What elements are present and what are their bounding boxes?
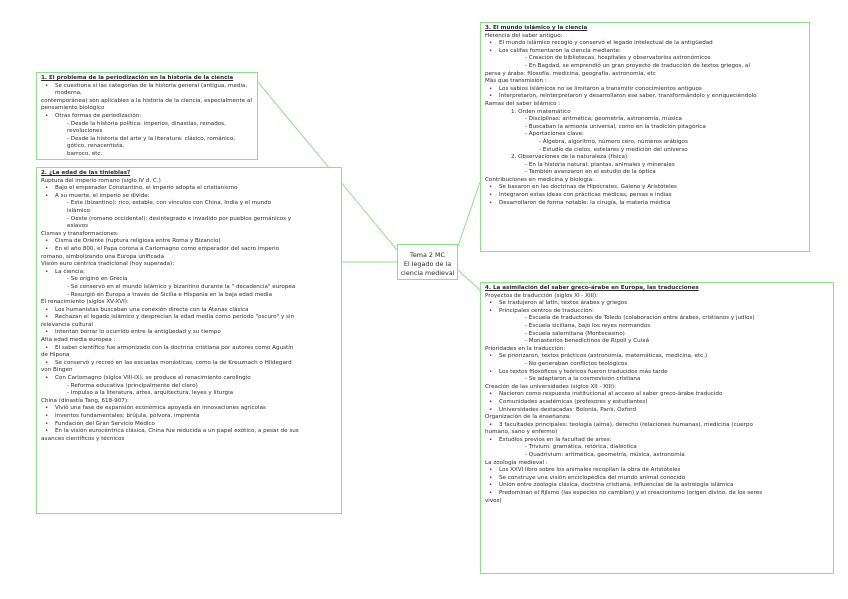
- note-line: • El saber científico fue armonizado con la doctrina cristiana por autores como Agustín: [41, 345, 337, 353]
- note-line: • Comunidades académicas (profesores y estudiantes): [485, 399, 829, 407]
- note-line: Creación de las universidades (siglos XII - XIII):: [485, 383, 617, 390]
- note-line: - Desde la historia política: imperios, dinastías, reinados, revoluciones: [67, 120, 226, 135]
- note-line: • Otras formas de periodización:: [41, 113, 253, 121]
- note-line: • El mundo islámico recogió y conservó el legado intelectual de la antigüedad: [485, 40, 805, 48]
- note-line: - Resurgió en Europa a través de Sicilia e Hispania en la baja edad media: [67, 291, 273, 298]
- note-line: contemporánea) son aplicables a la historia de la ciencia, especialmente al: [41, 97, 252, 104]
- note-line: - Trivium: gramática, retórica, dialéctica: [525, 444, 637, 451]
- note-line: pensamiento biológico: [41, 105, 105, 112]
- central-topic: [397, 244, 458, 280]
- note-line: Organización de la enseñanza:: [485, 414, 572, 421]
- note-mundo-islamico: [480, 22, 810, 252]
- note-line: - Se adaptaron a la cosmovisión cristiana: [525, 376, 641, 383]
- note-tinieblas-title: 2. ¿La edad de las tinieblas?: [41, 170, 131, 176]
- note-line: • La ciencia:: [41, 269, 337, 277]
- note-periodizacion-body: [41, 83, 253, 159]
- note-asimilacion: [480, 282, 834, 574]
- note-line: islámico: [67, 207, 90, 214]
- note-periodizacion-title: 1. El problema de la periodización en la historia de la ciencia: [41, 75, 234, 81]
- note-line: Ramas del saber islámico :: [485, 100, 561, 107]
- note-line: persa y árabe: filosofía, medicina, geografía, astronomía, etc: [485, 70, 656, 77]
- note-line: • En el año 800, el Papa corona a Carlomagno como emperador del sacro imperio: [41, 246, 337, 254]
- note-line: - Oeste (romano occidental): desintegrado e invadido por pueblos germánicos y: [67, 215, 292, 222]
- note-line: La zoología medieval :: [485, 459, 548, 466]
- note-line: • Unión entre zoología clásica, doctrina cristiana, influencias de la astrología islámica: [485, 482, 829, 490]
- note-tinieblas: [36, 167, 342, 514]
- note-line: - Quadrivium: aritmética, geometría, música, astronomía: [525, 452, 685, 459]
- note-line: vivos): [485, 497, 502, 504]
- note-line: humano, sano y enfermo): [485, 429, 558, 436]
- note-line: barroco, etc.: [67, 150, 103, 157]
- note-line: • Universidades destacadas: Bolonia, París, Oxford: [485, 407, 829, 415]
- note-line: • Bajo el emperador Constantino, el imperio adopta el cristianismo: [41, 185, 337, 193]
- note-line: - No generaban conflictos teológicos: [525, 360, 628, 367]
- central-topic-line-2: El legado de la: [403, 260, 452, 268]
- note-line: • Los textos filosóficos y teóricos fueron traducidos más tarde: [485, 369, 829, 377]
- note-line: • Nacieron como respuesta institucional al acceso al saber greco-árabe traducido: [485, 391, 829, 399]
- note-line: • Con Carlomagno (siglos VIII-IX), se produce el renacimiento carolingio: [41, 375, 337, 383]
- note-line: 1. Orden matemático: [511, 108, 571, 115]
- note-line: - Se conservó en el mundo islámico y bizantino durante la " decadencia" europea: [67, 283, 296, 290]
- note-line: Ruptura del imperio romano (siglo IV d. C.): [41, 177, 161, 184]
- note-asimilacion-title: 4. La asimilación del saber greco-árabe en Europa, las traducciones: [485, 285, 699, 291]
- note-line: • Principales centros de traducción:: [485, 308, 829, 316]
- note-line: Más que transmisión :: [485, 78, 547, 85]
- connector-box4: [458, 270, 480, 290]
- note-line: - En la historia natural: plantas, animales y minerales: [525, 161, 675, 168]
- note-line: • Se basaron en las doctrinas de Hipócrates, Galeno y Aristóteles: [485, 184, 805, 192]
- note-line: - Monasterios benedictinos de Ripoll y Cuixá: [525, 338, 650, 345]
- note-line: - Disciplinas: aritmética, geometría, astronomía, música: [525, 116, 682, 123]
- note-line: • Fundación del Gran Servicio Médico: [41, 421, 337, 429]
- note-line: • Interpretaron, reinterpretaron y desarrollaron ese saber, transformándolo y enriqueciéndolo: [485, 93, 805, 101]
- note-line: von Bingen: [41, 367, 73, 374]
- connector-box3: [458, 182, 480, 246]
- note-mundo-islamico-body: [485, 33, 805, 208]
- note-line: - Buscaban la armonía universal, como en la tradición pitagórica: [525, 123, 706, 130]
- note-line: • Cisma de Oriente (ruptura religiosa entre Roma y Bizancio): [41, 238, 337, 246]
- note-line: • Integraron estas ideas con prácticas médicas, persas e indias: [485, 192, 805, 200]
- note-line: 2. Observaciones de la naturaleza (física): [511, 154, 628, 161]
- note-line: • A su muerte, el imperio se divide:: [41, 193, 337, 201]
- note-line: romano, simbolizando una Europa unificada: [41, 253, 165, 260]
- note-line: - Desde la historia del arte y la literatura: clásico, románico, gótico, renacentista,: [67, 135, 236, 150]
- note-line: - Álgebra, algoritmo, número cero, números arábigos: [539, 138, 688, 145]
- note-asimilacion-body: [485, 293, 829, 506]
- note-line: • En la visión eurocéntrica clásica, China fue reducida a un papel exótico, a pesar de sus: [41, 428, 337, 436]
- note-line: • Desarrollaron de forma notable: la cirugía, la materia médica: [485, 200, 805, 208]
- note-line: • Los sabios islámicos no se limitaron a transmitir conocimientos antiguos: [485, 86, 805, 94]
- note-line: • Se tradujeron al latín, textos árabes y griegos: [485, 300, 829, 308]
- note-mundo-islamico-title: 3. El mundo islámico y la ciencia: [485, 25, 588, 31]
- note-line: • Vivió una fase de expansión económica apoyada en innovaciones agrícolas: [41, 405, 337, 413]
- central-topic-line-3: ciencia medieval: [400, 269, 455, 277]
- note-line: Proyectos de traducción (siglos XI - XIII):: [485, 292, 599, 299]
- note-line: Visión euro céntrica tradicional (hoy superada):: [41, 261, 175, 268]
- note-line: • Predominan el fijismo (las especies no cambian) y el creacionismo (origen divino, de los seres: [485, 490, 829, 498]
- note-line: • Se conservó y recreó en las escuelas monásticas, como la de Kreuznach o Hildegard: [41, 360, 337, 368]
- note-line: Prioridades en la traducción:: [485, 345, 566, 352]
- note-line: - También avanzaron en el estudio de la óptica: [525, 169, 656, 176]
- note-line: - Aportaciones clave:: [525, 131, 584, 138]
- note-line: El renacimiento (siglos XV-XVI):: [41, 299, 129, 306]
- note-line: - Se originó en Grecia: [67, 276, 128, 283]
- note-line: - Este (bizantino): rico, estable, con vínculos con China, India y el mundo: [67, 200, 272, 207]
- note-line: • Se construye una visión enciclopédica del mundo animal conocido: [485, 475, 829, 483]
- note-line: de Hipona: [41, 352, 70, 359]
- note-line: - Estudio de cielos, estelares y medición del universo: [539, 146, 688, 153]
- note-line: eslavos: [67, 223, 88, 230]
- note-line: • 3 facultades principales: teología (alma), derecho (relaciones humanas), medicina (cuerpo: [485, 422, 829, 430]
- note-line: Contribuciones en medicina y biología:: [485, 176, 594, 183]
- note-periodizacion: [36, 72, 258, 160]
- note-line: • Los califas fomentaron la ciencia mediante:: [485, 48, 805, 56]
- note-line: • Rechazan el legado islámico y desprecian la edad media como periodo "oscuro" y sin: [41, 314, 337, 322]
- note-line: • Estudios previos en la facultad de artes:: [485, 437, 829, 445]
- note-line: - En Bagdad, se emprendió un gran proyecto de traducción de textos griegos, al: [525, 62, 750, 69]
- note-line: - Escuela siciliana, bajo los reyes normandos: [525, 322, 651, 329]
- note-line: Herencia del saber antiguo:: [485, 32, 563, 39]
- note-line: - Reforma educativa (principalmente del clero): [67, 382, 198, 389]
- note-line: Cismas y transformaciones:: [41, 230, 119, 237]
- note-line: - Creación de bibliotecas, hospitales y observatorios astronómicos: [525, 55, 711, 62]
- note-line: avances científicos y técnicos: [41, 435, 125, 442]
- note-line: • Se cuestiona si las categorías de la historia general (antigua, media, moderna,: [41, 83, 253, 98]
- note-line: Alta edad media europea :: [41, 337, 116, 344]
- note-line: China (dinastía Tang, 618-907):: [41, 397, 129, 404]
- note-line: - Escuela de traductores de Toledo (colaboración entre árabes, cristianos y judíos): [525, 315, 755, 322]
- note-line: - Impulso a la literatura, artes, arquitectura, leyes y liturgia: [67, 390, 234, 397]
- note-line: relevancia cultural: [41, 321, 93, 328]
- note-line: • Los XXVI libro sobre los animales recopilan la obra de Aristóteles: [485, 467, 829, 475]
- central-topic-line-1: Tema 2 MC: [410, 251, 445, 259]
- note-line: • Se priorizaron, textos prácticos (astronomía, matemáticas, medicina, etc.): [485, 353, 829, 361]
- note-line: • Inventos fundamentales: brújula, pólvora, imprenta: [41, 413, 337, 421]
- note-line: • Los humanistas buscaban una conexión directa con la Atenas clásica: [41, 307, 337, 315]
- note-line: • Intentan borrar lo ocurrido entre la antigüedad y su tiempo: [41, 329, 337, 337]
- note-tinieblas-body: [41, 178, 337, 444]
- note-line: - Escuela salernitana (Montecasino): [525, 330, 625, 337]
